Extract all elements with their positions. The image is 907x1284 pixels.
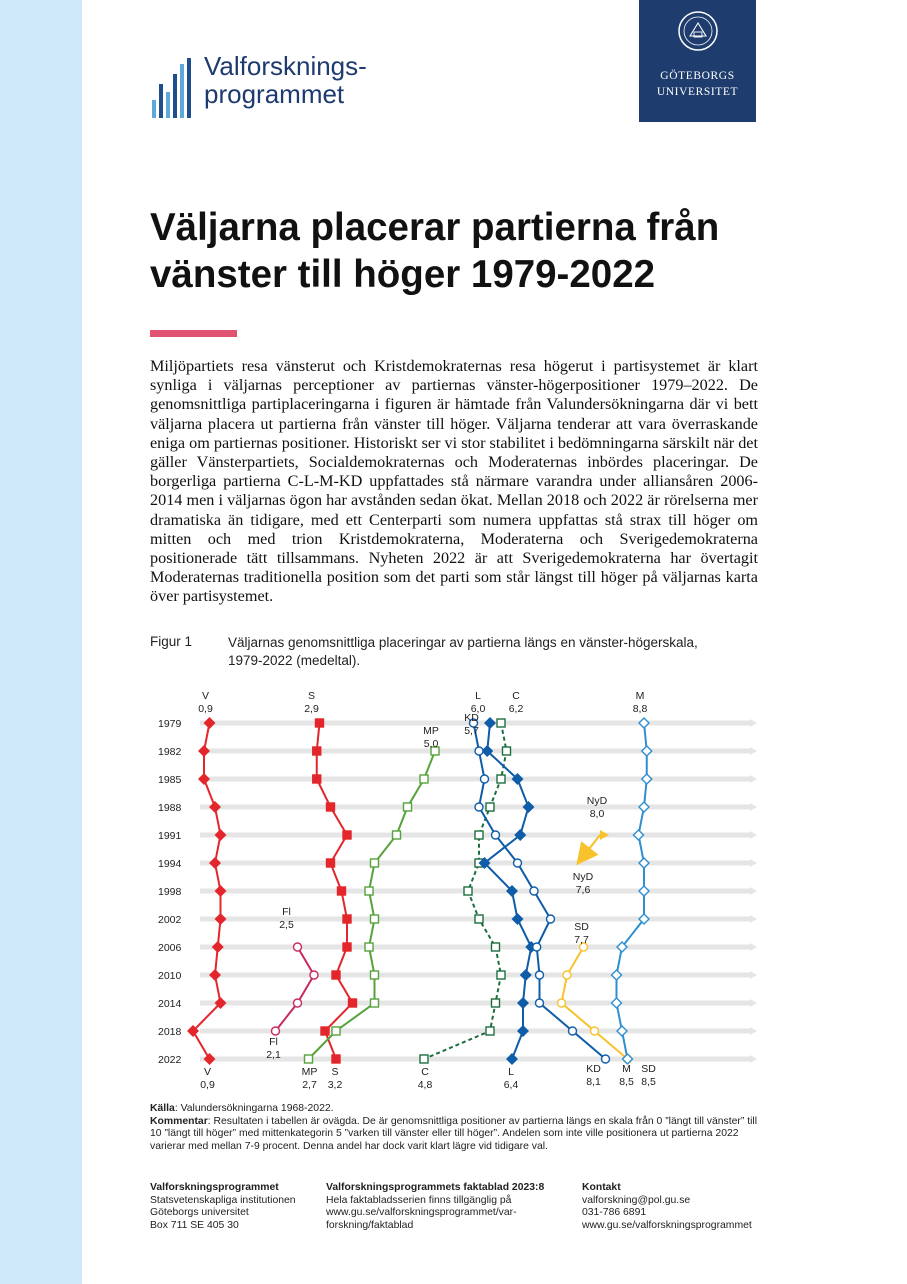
series-fl-point: [272, 1027, 280, 1035]
figure-source: [150, 1103, 762, 1153]
series-s-point: [343, 915, 351, 923]
series-v-point: [205, 718, 215, 728]
series-sd-point: [591, 1027, 599, 1035]
year-tick-label: 2022: [158, 1054, 182, 1066]
series-v-point: [199, 774, 209, 784]
series-m-point: [634, 830, 644, 840]
series-mp-point: [393, 831, 401, 839]
year-tick-label: 2014: [158, 998, 182, 1010]
bottom-value-label: 2,1: [266, 1049, 281, 1061]
top-party-label: L: [475, 690, 481, 702]
series-m-point: [639, 718, 649, 728]
series-kd-point: [481, 775, 489, 783]
series-m-point: [617, 1026, 627, 1036]
series-s-point: [338, 887, 346, 895]
top-party-label: SD: [574, 921, 589, 933]
footer-col1-line: Göteborgs universitet: [150, 1207, 249, 1219]
figure-label: Figur 1: [150, 634, 193, 649]
series-c-point: [464, 887, 472, 895]
source-text: : Valundersökningarna 1968-2022.: [174, 1103, 334, 1114]
series-v-point: [210, 970, 220, 980]
series-v-point: [216, 914, 226, 924]
bottom-value-label: 2,7: [302, 1079, 317, 1091]
footer-col-factsheet: [326, 1182, 576, 1232]
series-l-point: [518, 1026, 528, 1036]
series-l-point: [485, 718, 495, 728]
university-name-line-2: UNIVERSITET: [656, 86, 739, 98]
series-kd-point: [536, 999, 544, 1007]
top-party-label: Fl: [282, 906, 291, 918]
footer-col-contact: [582, 1182, 782, 1232]
series-m-point: [612, 998, 622, 1008]
series-m-point: [639, 802, 649, 812]
series-l-point: [513, 914, 523, 924]
series-s-point: [343, 831, 351, 839]
bottom-party-label: M: [622, 1063, 631, 1075]
series-s-point: [313, 775, 321, 783]
series-c-point: [492, 999, 500, 1007]
bottom-value-label: 8,5: [641, 1076, 656, 1088]
bottom-value-label: 4,8: [417, 1079, 433, 1091]
gridline-arrow-icon: [750, 971, 757, 979]
series-c-point: [475, 831, 483, 839]
top-party-label: C: [512, 690, 520, 702]
series-mp-point: [371, 859, 379, 867]
series-s-point: [332, 971, 340, 979]
bottom-party-label: MP: [301, 1066, 318, 1078]
bottom-value-label: 8,1: [586, 1076, 601, 1088]
series-m-point: [612, 970, 622, 980]
series-l-point: [521, 970, 531, 980]
footer-contact-website[interactable]: www.gu.se/valforskningsprogrammet: [582, 1219, 752, 1231]
body-paragraph: Miljöpartiets resa vänsterut och Kristdemokraternas resa högerut i partisystemet är klart synliga i väljarnas perceptioner av partiernas vänster-högerpositioner 1979–2022. De genomsnittliga partiplaceringarna i figuren är hämtade från Valundersökningarna där vi bett väljarna placera ut partierna från vänster till höger. Väljarna tenderar att vara överraskande eniga om partiernas positioner. Historiskt ser vi stor stabilitet i bedömningarna särskilt när det gäller Vänsterpartiets, Socialdemokraternas och Moderaternas inbördes placeringar. De borgerliga partierna C-L-M-KD uppfattades stå närmare varandra under alliansåren 2006-2014 men i väljarnas ögon har avstånden sedan ökat. Mellan 2018 och 2022 är rörelserna mer dramatiska än tidigare, med ett Centerparti som numera uppfattas stå strax till höger om mitten och med trion Kristdemokraterna, Moderaterna och Sverigedemokraterna positionerade tätt tillsammans. Nyheten 2022 är att Sverigedemokraterna har övertagit Moderaternas traditionella position som det parti som står längst till höger på väljarnas karta över partisystemet.: [150, 357, 758, 606]
page-sidebar-band: [0, 0, 82, 1284]
top-party-label: S: [307, 690, 316, 702]
top-value-label: 8,0: [589, 808, 605, 820]
series-v-point: [216, 830, 226, 840]
top-party-label: M: [635, 690, 645, 702]
gridline-arrow-icon: [750, 747, 757, 755]
series-mp-point: [371, 999, 379, 1007]
series-nyd-arrowhead-icon: [600, 830, 609, 840]
top-party-label: NyD: [586, 795, 608, 807]
year-tick-label: 1985: [158, 774, 182, 786]
series-v-point: [213, 942, 223, 952]
series-s-point: [321, 1027, 329, 1035]
year-tick-label: 1979: [158, 718, 182, 730]
series-fl-line: [276, 947, 315, 1031]
logo-line-2: programmet: [204, 79, 345, 109]
series-mp-point: [371, 971, 379, 979]
gridline-arrow-icon: [750, 859, 757, 867]
top-value-label: 6,2: [508, 703, 524, 715]
series-c-point: [503, 747, 511, 755]
top-value-label: 7,7: [574, 934, 589, 946]
bottom-party-label: C: [421, 1066, 429, 1078]
gridline-arrow-icon: [750, 831, 757, 839]
year-tick-label: 1994: [158, 858, 182, 870]
series-v-point: [210, 858, 220, 868]
top-value-label: 8,8: [632, 703, 648, 715]
series-c-point: [497, 719, 505, 727]
year-tick-label: 1988: [158, 802, 182, 814]
comment-label: Kommentar: [150, 1115, 208, 1127]
gridline-arrow-icon: [750, 999, 757, 1007]
series-kd-point: [475, 803, 483, 811]
footer-col-institution: [150, 1182, 320, 1232]
series-c-point: [486, 803, 494, 811]
bottom-party-label: SD: [641, 1063, 656, 1075]
series-mp-point: [365, 943, 373, 951]
title-accent-bar: [150, 330, 237, 337]
footer-col2-link[interactable]: www.gu.se/valforskningsprogrammet/var-: [326, 1207, 517, 1219]
bottom-party-label: Fl: [269, 1036, 278, 1048]
comment-text: : Resultaten i tabellen är ovägda. De är genomsnittliga positioner av partierna längs en skala från 0 ”längt till vänster” till 10 ”längt till höger” med mittenkategorin 5 ”varken till vänster eller till höger”. Andelen som inte ville positionera ut partierna 2022 varierar med mellan 7-9 procent. Denna andel har dock varit klart lägre vid tidigare val.: [150, 1115, 758, 1152]
series-mp-line: [309, 751, 436, 1059]
top-value-label: 5,0: [423, 738, 439, 750]
series-fl-point: [294, 943, 302, 951]
figure-caption: Väljarnas genomsnittliga placeringar av partierna längs en vänster-högerskala, 1979-2022 (medeltal).: [228, 635, 698, 668]
footer-col1-head: Valforskningsprogrammet: [150, 1182, 279, 1193]
bottom-value-label: 8,5: [619, 1076, 634, 1088]
series-c-point: [420, 1055, 428, 1063]
series-s-point: [327, 803, 335, 811]
series-kd-point: [475, 747, 483, 755]
bottom-party-label: L: [508, 1066, 514, 1078]
series-kd-point: [536, 971, 544, 979]
top-party-label: NyD: [572, 871, 594, 883]
series-kd-point: [530, 887, 538, 895]
logo-line-1: Valforsknings-: [204, 51, 367, 81]
series-nyd-arrow: [582, 835, 600, 858]
year-tick-label: 1982: [158, 746, 182, 758]
series-kd-point: [569, 1027, 577, 1035]
series-c-point: [492, 943, 500, 951]
series-kd-point: [514, 859, 522, 867]
gridline-arrow-icon: [750, 887, 757, 895]
series-s-point: [327, 859, 335, 867]
top-value-label: 2,9: [304, 703, 319, 715]
bottom-value-label: 6,4: [503, 1079, 519, 1091]
series-l-point: [524, 802, 534, 812]
series-c-point: [486, 1027, 494, 1035]
series-sd-point: [558, 999, 566, 1007]
university-seal-icon: [677, 10, 719, 52]
series-mp-point: [371, 915, 379, 923]
series-v-point: [199, 746, 209, 756]
bottom-party-label: V: [203, 1066, 212, 1078]
university-badge: [639, 0, 756, 122]
series-kd-point: [547, 915, 555, 923]
top-value-label: 7,6: [575, 884, 591, 896]
footer-col3-head: Kontakt: [582, 1182, 621, 1193]
bottom-party-label: KD: [586, 1063, 601, 1075]
source-label: Källa: [150, 1103, 175, 1114]
gridline-arrow-icon: [750, 943, 757, 951]
year-tick-label: 2010: [158, 970, 182, 982]
footer-col2-link[interactable]: forskning/faktablad: [326, 1219, 414, 1231]
series-l-point: [518, 998, 528, 1008]
series-s-point: [313, 747, 321, 755]
footer-col2-line: Hela faktabladsserien finns tillgänglig på: [326, 1194, 512, 1206]
series-v-point: [210, 802, 220, 812]
top-value-label: 5,7: [464, 725, 479, 737]
series-sd-point: [563, 971, 571, 979]
gridline-arrow-icon: [750, 803, 757, 811]
footer-col2-head: Valforskningsprogrammets faktablad 2023:8: [326, 1182, 545, 1193]
series-c-point: [475, 915, 483, 923]
party-position-chart: [150, 688, 760, 1100]
footer-col1-line: Statsvetenskapliga institutionen: [150, 1194, 296, 1206]
series-mp-point: [332, 1027, 340, 1035]
series-l-point: [507, 1054, 517, 1064]
series-mp-point: [404, 803, 412, 811]
top-value-label: 2,5: [279, 919, 294, 931]
top-value-label: 0,9: [198, 703, 213, 715]
footer-col1-line: Box 711 SE 405 30: [150, 1219, 239, 1231]
valforskning-logo: [150, 52, 410, 122]
year-tick-label: 2006: [158, 942, 182, 954]
series-v-point: [205, 1054, 215, 1064]
footer-contact-phone: 031-786 6891: [582, 1207, 647, 1219]
series-v-point: [216, 886, 226, 896]
series-s-point: [316, 719, 324, 727]
series-kd-point: [492, 831, 500, 839]
gridline-arrow-icon: [750, 1027, 757, 1035]
series-fl-point: [310, 971, 318, 979]
top-party-label: V: [201, 690, 210, 702]
gridline-arrow-icon: [750, 719, 757, 727]
series-kd-point: [533, 943, 541, 951]
bottom-party-label: S: [331, 1066, 339, 1078]
series-s-point: [332, 1055, 340, 1063]
series-mp-point: [305, 1055, 313, 1063]
series-c-point: [497, 971, 505, 979]
gridline-arrow-icon: [750, 915, 757, 923]
series-m-point: [639, 886, 649, 896]
year-tick-label: 2018: [158, 1026, 182, 1038]
bottom-value-label: 0,9: [200, 1079, 215, 1091]
footer-contact-email[interactable]: valforskning@pol.gu.se: [582, 1194, 691, 1206]
year-tick-label: 1998: [158, 886, 182, 898]
top-party-label: KD: [464, 712, 479, 724]
top-party-label: MP: [423, 725, 439, 737]
year-tick-label: 2002: [158, 914, 182, 926]
university-name-line-1: GÖTEBORGS: [660, 70, 735, 82]
series-mp-point: [420, 775, 428, 783]
series-m-point: [642, 746, 652, 756]
series-m-point: [642, 774, 652, 784]
series-mp-point: [365, 887, 373, 895]
series-m-point: [639, 858, 649, 868]
gridline-arrow-icon: [750, 775, 757, 783]
bar-chart-logo-icon: [150, 56, 194, 120]
series-fl-point: [294, 999, 302, 1007]
top-value-label: 6,0: [470, 703, 486, 715]
series-s-point: [343, 943, 351, 951]
page-title: Väljarna placerar partierna från vänster till höger 1979-2022: [150, 206, 720, 296]
bottom-value-label: 3,2: [327, 1079, 343, 1091]
series-kd-point: [602, 1055, 610, 1063]
series-s-point: [349, 999, 357, 1007]
series-c-point: [497, 775, 505, 783]
gridline-arrow-icon: [750, 1055, 757, 1063]
year-tick-label: 1991: [158, 830, 182, 842]
